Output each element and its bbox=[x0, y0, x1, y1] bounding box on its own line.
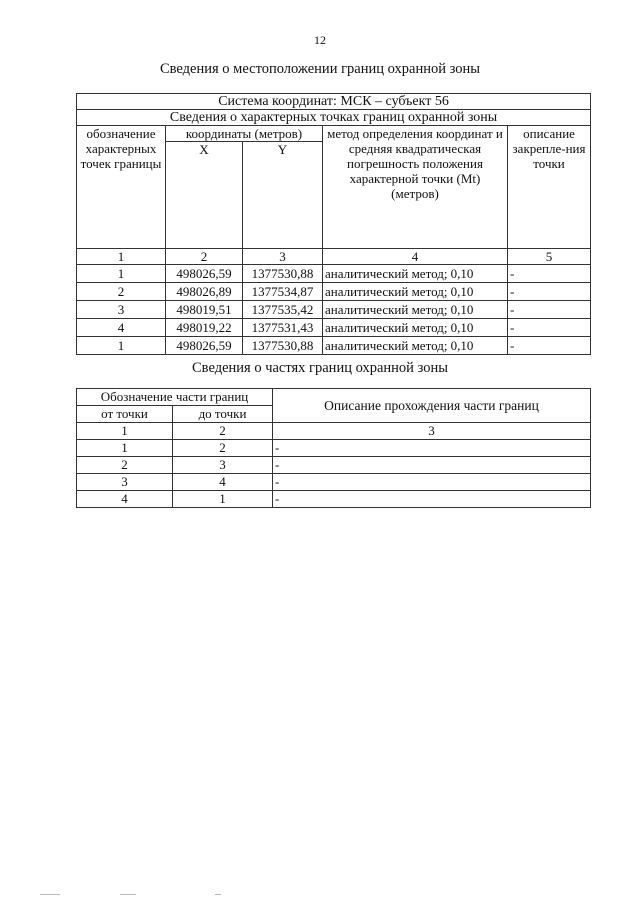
table-row bbox=[77, 337, 591, 355]
points-header-label: Сведения о характерных точках границ охранной зоны bbox=[77, 110, 591, 126]
col-desc-header: Описание прохождения части границ bbox=[273, 389, 591, 423]
parts-header-row bbox=[77, 389, 591, 406]
col-number: 2 bbox=[166, 249, 243, 265]
part-to: 1 bbox=[173, 491, 273, 508]
col-number: 2 bbox=[173, 423, 273, 440]
points-table bbox=[76, 93, 591, 355]
col-method-header: метод определения координат и средняя квадратическая погрешность положения характерной точки (Mt) (метров) bbox=[323, 126, 508, 249]
point-id: 1 bbox=[77, 337, 166, 355]
point-fixing: - bbox=[508, 337, 591, 355]
col-designation-header: обозначение характерных точек границы bbox=[77, 126, 166, 249]
col-number: 3 bbox=[273, 423, 591, 440]
point-y: 1377530,88 bbox=[243, 337, 323, 355]
point-method: аналитический метод; 0,10 bbox=[323, 265, 508, 283]
part-desc: - bbox=[273, 440, 591, 457]
section-title-location: Сведения о местоположении границ охранной зоны bbox=[159, 61, 480, 77]
point-x: 498019,22 bbox=[166, 319, 243, 337]
part-to: 4 bbox=[173, 474, 273, 491]
table-row bbox=[77, 283, 591, 301]
col-part-header: Обозначение части границ bbox=[77, 389, 273, 406]
column-headers-row bbox=[77, 126, 591, 142]
table-row bbox=[77, 440, 591, 457]
point-fixing: - bbox=[508, 265, 591, 283]
point-method: аналитический метод; 0,10 bbox=[323, 301, 508, 319]
col-from-header: от точки bbox=[77, 406, 173, 423]
point-fixing: - bbox=[508, 301, 591, 319]
table-row bbox=[77, 301, 591, 319]
col-fixing-header: описание закрепле-ния точки bbox=[508, 126, 591, 249]
point-fixing: - bbox=[508, 283, 591, 301]
point-method: аналитический метод; 0,10 bbox=[323, 283, 508, 301]
col-number: 5 bbox=[508, 249, 591, 265]
part-from: 3 bbox=[77, 474, 173, 491]
part-from: 4 bbox=[77, 491, 173, 508]
part-to: 2 bbox=[173, 440, 273, 457]
parts-column-numbers-row bbox=[77, 423, 591, 440]
point-id: 3 bbox=[77, 301, 166, 319]
part-desc: - bbox=[273, 457, 591, 474]
point-y: 1377535,42 bbox=[243, 301, 323, 319]
part-from: 2 bbox=[77, 457, 173, 474]
col-number: 1 bbox=[77, 423, 173, 440]
col-x-header: X bbox=[166, 142, 243, 249]
point-y: 1377534,87 bbox=[243, 283, 323, 301]
section-title-parts: Сведения о частях границ охранной зоны bbox=[192, 360, 448, 376]
coord-system-row bbox=[77, 94, 591, 110]
part-desc: - bbox=[273, 474, 591, 491]
column-numbers-row bbox=[77, 249, 591, 265]
col-number: 3 bbox=[243, 249, 323, 265]
table-row bbox=[77, 265, 591, 283]
point-y: 1377530,88 bbox=[243, 265, 323, 283]
col-y-header: Y bbox=[243, 142, 323, 249]
table-row bbox=[77, 491, 591, 508]
parts-table bbox=[76, 388, 591, 508]
table-row bbox=[77, 319, 591, 337]
point-x: 498026,59 bbox=[166, 337, 243, 355]
col-coords-header: координаты (метров) bbox=[166, 126, 323, 142]
part-to: 3 bbox=[173, 457, 273, 474]
table-row bbox=[77, 457, 591, 474]
point-y: 1377531,43 bbox=[243, 319, 323, 337]
point-id: 2 bbox=[77, 283, 166, 301]
point-method: аналитический метод; 0,10 bbox=[323, 337, 508, 355]
col-number: 1 bbox=[77, 249, 166, 265]
part-from: 1 bbox=[77, 440, 173, 457]
col-to-header: до точки bbox=[173, 406, 273, 423]
point-x: 498026,89 bbox=[166, 283, 243, 301]
table-row bbox=[77, 474, 591, 491]
scan-marks bbox=[40, 894, 240, 896]
page-number: 12 bbox=[314, 33, 326, 47]
col-number: 4 bbox=[323, 249, 508, 265]
point-x: 498019,51 bbox=[166, 301, 243, 319]
points-header-row bbox=[77, 110, 591, 126]
point-id: 4 bbox=[77, 319, 166, 337]
point-method: аналитический метод; 0,10 bbox=[323, 319, 508, 337]
point-id: 1 bbox=[77, 265, 166, 283]
coord-system-label: Система координат: МСК – субъект 56 bbox=[77, 94, 591, 110]
point-fixing: - bbox=[508, 319, 591, 337]
point-x: 498026,59 bbox=[166, 265, 243, 283]
part-desc: - bbox=[273, 491, 591, 508]
